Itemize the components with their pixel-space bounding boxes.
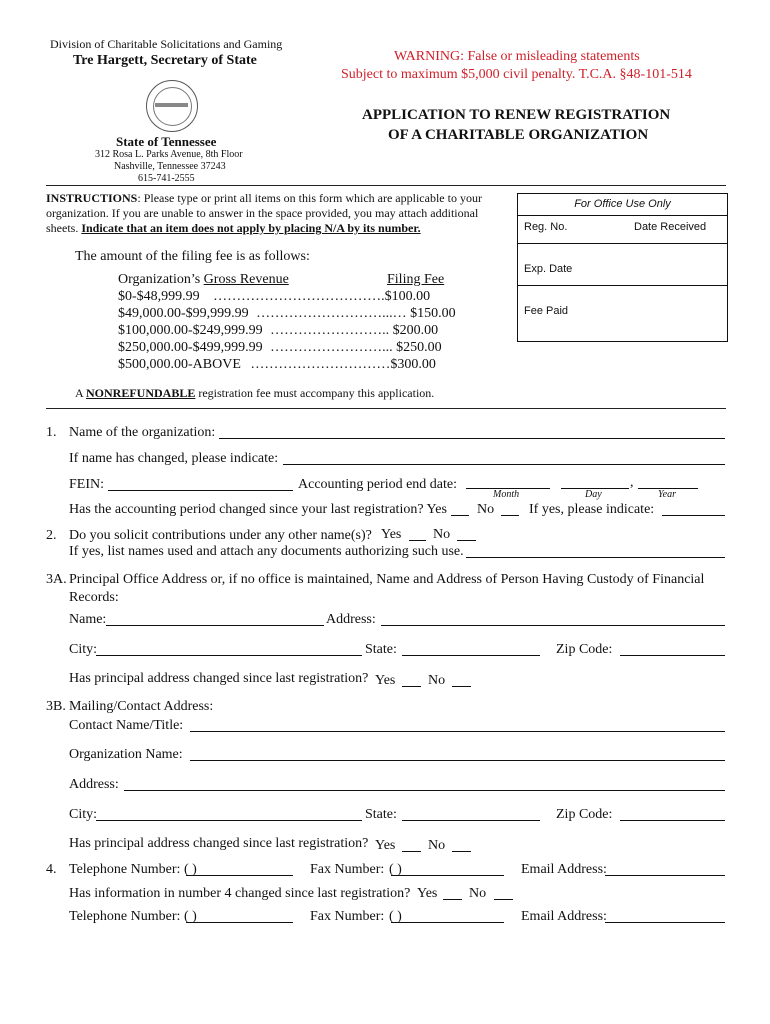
q1-name-changed-label: If name has changed, please indicate: xyxy=(69,451,279,466)
q3b-no-label: No xyxy=(428,838,446,853)
fee-range: $0-$48,999.99 xyxy=(118,289,200,304)
warning-line-2: Subject to maximum $5,000 civil penalty. T.C.A. §48-101-514 xyxy=(341,67,692,82)
fee-range: $100,000.00-$249,999.99 xyxy=(118,323,263,338)
acct-changed-no-field[interactable] xyxy=(501,515,519,516)
q3b-yes-label: Yes xyxy=(375,838,396,853)
na-instruction: Indicate that an item does not apply by placing N/A by its number. xyxy=(81,221,421,235)
q2-yes-field[interactable] xyxy=(409,540,426,541)
q3a-no-label: No xyxy=(428,673,446,688)
fein-field[interactable] xyxy=(108,490,293,491)
fee-range: $500,000.00-ABOVE xyxy=(118,357,241,372)
fee-paid-label: Fee Paid xyxy=(524,305,569,317)
acct-changed-no-label: No xyxy=(477,502,495,517)
q2-names-field[interactable] xyxy=(466,557,725,558)
acct-changed-label: Has the accounting period changed since your last registration? Yes xyxy=(69,502,447,517)
fee-row xyxy=(118,306,456,322)
section-divider xyxy=(46,408,726,409)
q3a-name-field[interactable] xyxy=(106,625,324,626)
office-use-box xyxy=(517,193,728,342)
office-divider-1 xyxy=(518,243,727,244)
q3b-zip-label: Zip Code: xyxy=(556,807,613,822)
q3a-text-2: Records: xyxy=(69,590,119,605)
nonrefundable-note xyxy=(75,386,434,401)
org-name-field[interactable] xyxy=(219,438,725,439)
q4-yes-label: Yes xyxy=(417,886,438,901)
fee-amount: $100.00 xyxy=(384,289,431,304)
q3a-city-label: City: xyxy=(69,642,98,657)
fee-row xyxy=(118,323,438,339)
q4-telephone-label-2: Telephone Number: xyxy=(69,909,181,924)
month-caption: Month xyxy=(493,489,520,500)
instructions-line-2: organization. If you are unable to answer in the space provided, you may attach additional xyxy=(46,206,479,220)
warning-line-1: WARNING: False or misleading statements xyxy=(394,49,640,64)
q3a-address-label: Address: xyxy=(326,612,376,627)
q3b-yes-field[interactable] xyxy=(402,851,421,852)
q3a-yes-label: Yes xyxy=(375,673,396,688)
acct-if-yes-field[interactable] xyxy=(662,515,725,516)
header-divider xyxy=(46,185,726,186)
q4-no-field[interactable] xyxy=(494,899,513,900)
fee-dots: ………………………… xyxy=(250,357,391,372)
fee-dots: ………………………...… xyxy=(256,306,407,321)
q3b-org-field[interactable] xyxy=(190,760,725,761)
q3a-yes-field[interactable] xyxy=(402,686,421,687)
fee-amount: $150.00 xyxy=(410,306,456,321)
q3b-contact-field[interactable] xyxy=(190,731,725,732)
office-phone: 615-741-2555 xyxy=(138,173,195,184)
year-caption: Year xyxy=(658,489,676,500)
telephone-field-2[interactable] xyxy=(186,922,293,923)
division-name: Division of Charitable Solicitations and Gaming xyxy=(50,37,283,51)
fax-area-code-2: ( ) xyxy=(389,909,402,924)
reg-no-label: Reg. No. xyxy=(524,221,568,233)
accounting-period-label: Accounting period end date: xyxy=(298,477,458,492)
exp-date-label: Exp. Date xyxy=(524,263,573,275)
fee-dots: ………………………………. xyxy=(213,289,385,304)
q3a-text-1: Principal Office Address or, if no office is maintained, Name and Address of Person Having Custody of Financial xyxy=(69,572,705,587)
q4-email-label: Email Address: xyxy=(521,862,607,877)
fee-dots: ……………………... xyxy=(270,340,393,355)
q2-yes-label: Yes xyxy=(381,527,402,542)
secretary-name: Tre Hargett, Secretary of State xyxy=(73,53,257,68)
q3b-org-label: Organization Name: xyxy=(69,747,183,762)
office-use-title: For Office Use Only xyxy=(518,194,727,216)
fee-row xyxy=(118,340,442,356)
q3b-title: Mailing/Contact Address: xyxy=(69,699,214,714)
q4-number: 4. xyxy=(46,862,57,877)
fee-amount: $250.00 xyxy=(396,340,442,355)
q4-fax-label: Fax Number: xyxy=(310,862,385,877)
q3b-changed-label: Has principal address changed since last registration? xyxy=(69,836,369,851)
q4-fax-label-2: Fax Number: xyxy=(310,909,385,924)
q3a-zip-field[interactable] xyxy=(620,655,725,656)
instructions-text-1: : Please type or print all items on this form which are applicable to your xyxy=(137,191,482,205)
gross-revenue-prefix: Organization’s xyxy=(118,272,204,287)
acct-changed-yes-field[interactable] xyxy=(451,515,469,516)
state-name: State of Tennessee xyxy=(116,134,217,149)
q2-no-label: No xyxy=(433,527,451,542)
fee-amount: $200.00 xyxy=(392,323,439,338)
q3b-number: 3B. xyxy=(46,699,66,714)
q1-number: 1. xyxy=(46,425,57,440)
form-title-line-2: OF A CHARITABLE ORGANIZATION xyxy=(388,127,649,143)
office-divider-2 xyxy=(518,285,727,286)
fee-range: $49,000.00-$99,999.99 xyxy=(118,306,249,321)
q3b-city-label: City: xyxy=(69,807,98,822)
day-caption: Day xyxy=(585,489,602,500)
filing-fee-header: Filing Fee xyxy=(387,272,445,287)
fax-area-code: ( ) xyxy=(389,862,402,877)
instructions-label: INSTRUCTIONS xyxy=(46,191,138,205)
q3a-city-field[interactable] xyxy=(96,655,362,656)
fee-range: $250,000.00-$499,999.99 xyxy=(118,340,263,355)
fee-row xyxy=(118,289,430,305)
q4-telephone-label: Telephone Number: xyxy=(69,862,181,877)
q3b-state-label: State: xyxy=(365,807,397,822)
fee-row xyxy=(118,357,436,373)
q4-no-label: No xyxy=(469,886,487,901)
fax-field-2[interactable] xyxy=(391,922,504,923)
q4-email-label-2: Email Address: xyxy=(521,909,607,924)
email-field-2[interactable] xyxy=(605,922,725,923)
fee-dots: …………………….. xyxy=(270,323,390,338)
q2-number: 2. xyxy=(46,528,57,543)
q2-if-yes-label: If yes, list names used and attach any documents authorizing such use. xyxy=(69,544,464,559)
telephone-area-code: ( ) xyxy=(184,862,197,877)
q3a-no-field[interactable] xyxy=(452,686,471,687)
fax-field[interactable] xyxy=(391,875,504,876)
office-address-2: Nashville, Tennessee 37243 xyxy=(114,161,226,172)
q3a-address-field[interactable] xyxy=(381,625,725,626)
q3a-changed-label: Has principal address changed since last registration? xyxy=(69,671,369,686)
instructions-line-3 xyxy=(46,221,421,236)
instructions-text-3: sheets. xyxy=(46,221,82,235)
date-comma: , xyxy=(630,475,634,490)
nonrefundable-word: NONREFUNDABLE xyxy=(86,386,196,400)
email-field[interactable] xyxy=(605,875,725,876)
q3b-no-field[interactable] xyxy=(452,851,471,852)
fee-amount: $300.00 xyxy=(390,357,436,372)
q3a-state-field[interactable] xyxy=(402,655,540,656)
acct-if-yes-label: If yes, please indicate: xyxy=(529,502,655,517)
q3a-number: 3A. xyxy=(46,572,67,587)
gross-revenue-header xyxy=(118,272,289,288)
state-seal-icon xyxy=(146,80,198,132)
form-title-line-1: APPLICATION TO RENEW REGISTRATION xyxy=(362,107,671,123)
nonref-prefix: A xyxy=(75,386,87,400)
q3b-address-label: Address: xyxy=(69,777,119,792)
instructions-line-1 xyxy=(46,191,482,206)
telephone-field[interactable] xyxy=(186,875,293,876)
gross-revenue-label: Gross Revenue xyxy=(203,272,289,287)
name-changed-field[interactable] xyxy=(283,464,725,465)
fein-label: FEIN: xyxy=(69,477,104,492)
q3b-state-field[interactable] xyxy=(402,820,540,821)
q2-no-field[interactable] xyxy=(457,540,476,541)
q4-changed-label: Has information in number 4 changed since last registration? xyxy=(69,886,411,901)
q2-text: Do you solicit contributions under any other name(s)? xyxy=(69,528,372,543)
q3b-address-field[interactable] xyxy=(124,790,725,791)
date-received-label: Date Received xyxy=(634,221,707,233)
fee-intro: The amount of the filing fee is as follows: xyxy=(75,249,310,264)
telephone-area-code-2: ( ) xyxy=(184,909,197,924)
q3b-zip-field[interactable] xyxy=(620,820,725,821)
q3b-contact-label: Contact Name/Title: xyxy=(69,718,184,733)
q3a-zip-label: Zip Code: xyxy=(556,642,613,657)
q4-yes-field[interactable] xyxy=(443,899,462,900)
office-address-1: 312 Rosa L. Parks Avenue, 8th Floor xyxy=(95,149,243,160)
q3a-name-label: Name: xyxy=(69,612,107,627)
q1-org-name-label: Name of the organization: xyxy=(69,425,216,440)
nonref-suffix: registration fee must accompany this application. xyxy=(195,386,435,400)
q3b-city-field[interactable] xyxy=(96,820,362,821)
q3a-state-label: State: xyxy=(365,642,397,657)
